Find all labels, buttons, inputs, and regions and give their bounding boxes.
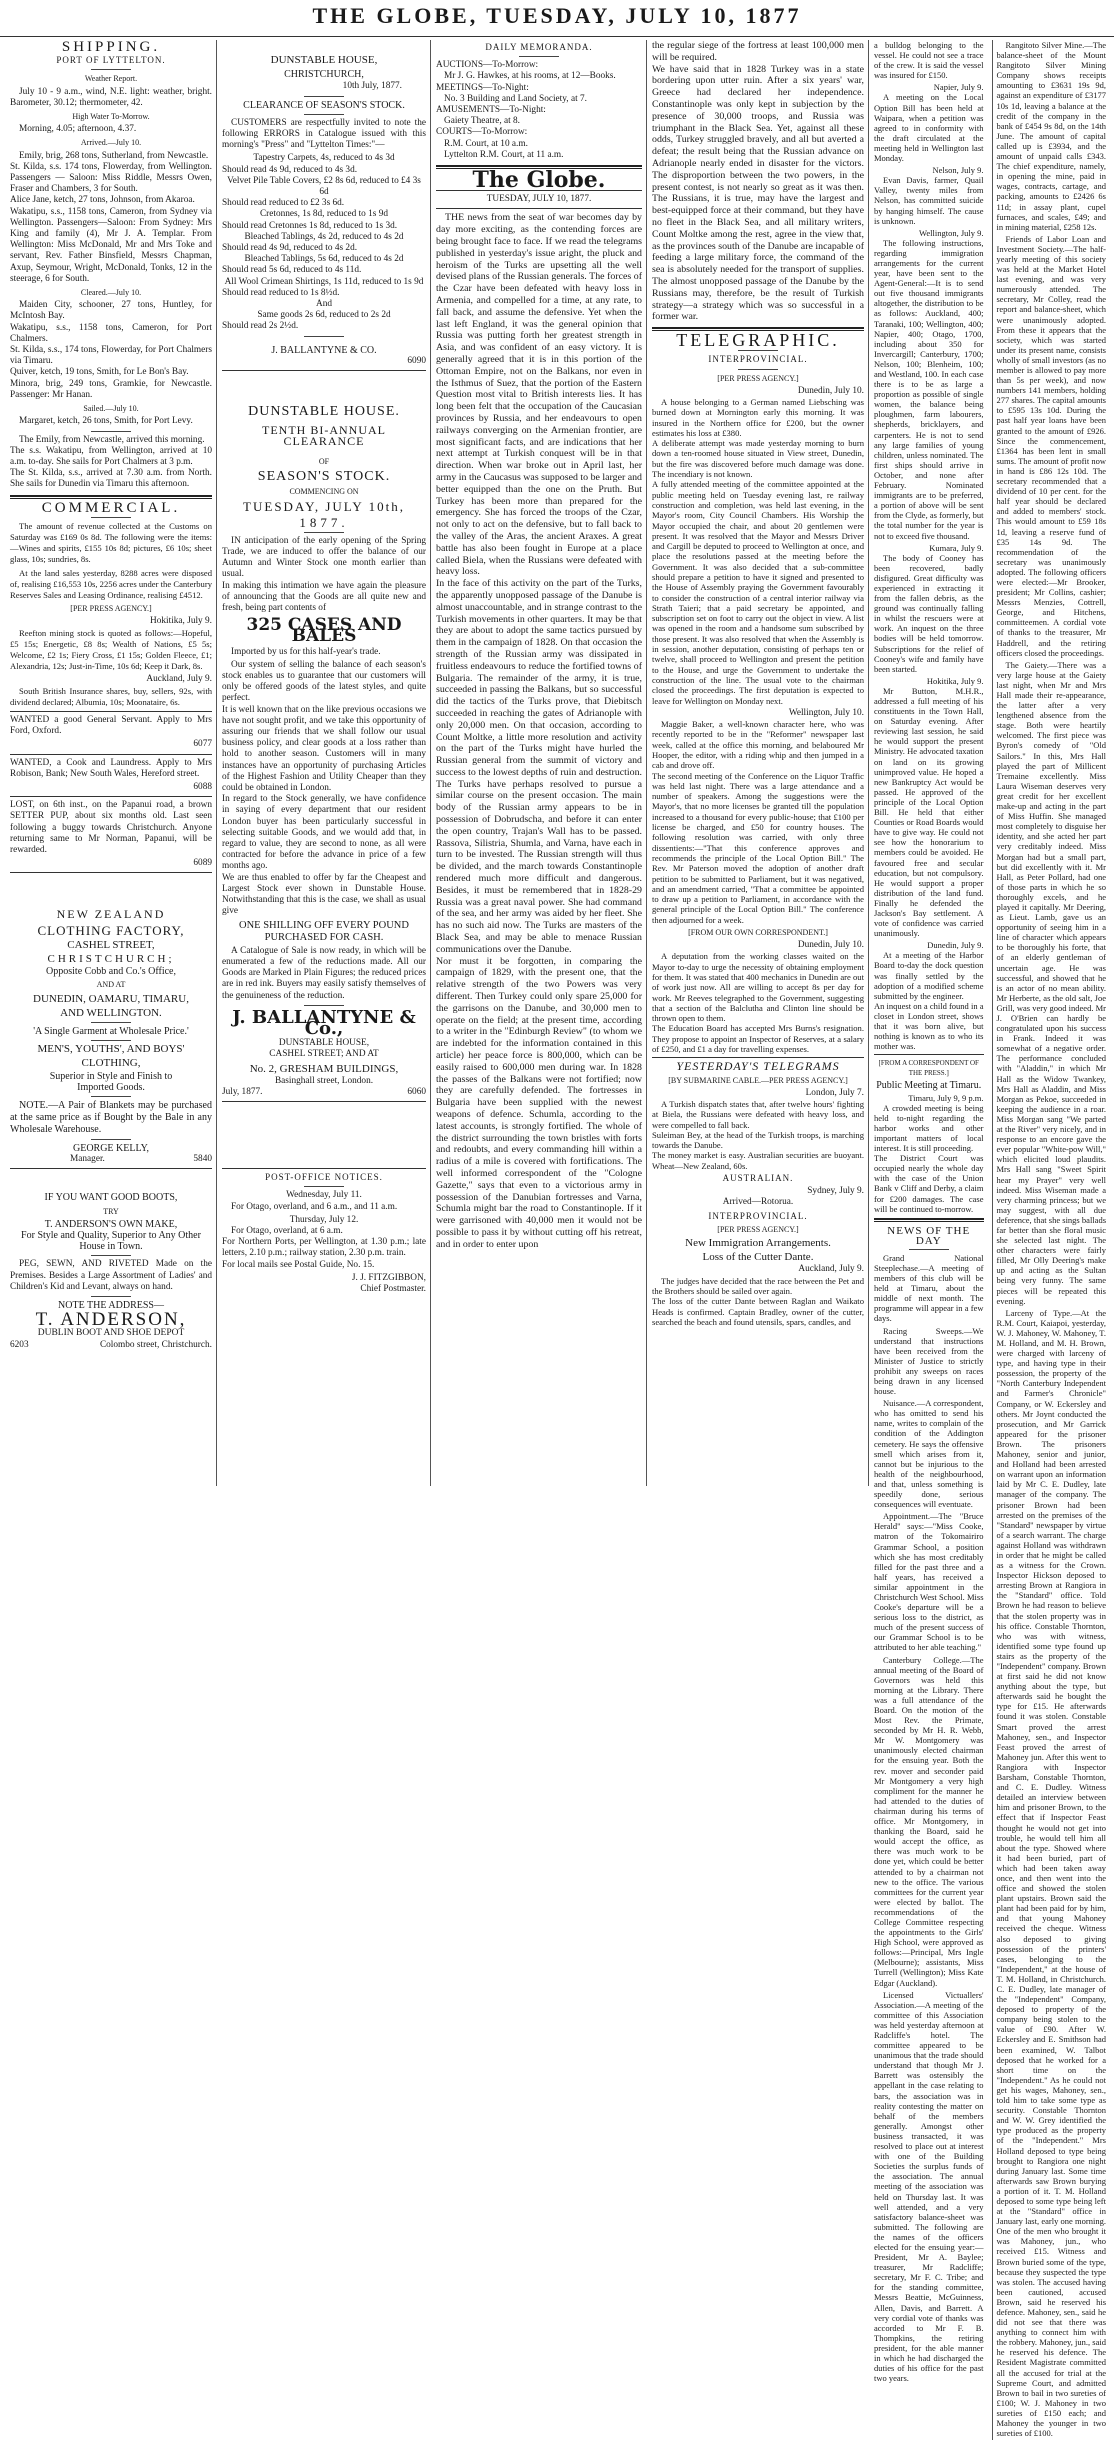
column-rule	[868, 40, 869, 1486]
correspondent-label: [FROM A CORRESPONDENT OF THE PRESS.]	[878, 1059, 979, 1078]
boots-ad-footer	[10, 1340, 212, 1351]
telegram-text: Maggie Baker, a well-known character here, who was recently reported to be in the "Reformer" newspaper last week, called at the office this morning, and belaboured Mr Hooper, the editor, with a riding whip and then jumped in a cab and drove off. The second meeting of the Conference on the Liquor Traffic was held last night. There was a large attendance and a number of speakers. Among the suggestions were the Mayor's, that no more licenses be granted till the population increased to a thousand for every public-house; that £100 per license be charged, and £50 for country houses. The following resolution was carried, with only three dissentients:—"That this conference approves and recommends the principle of the Local Option Bill." The Rev. Mr Paterson moved the adoption of another draft petition to be submitted to Parliament, but it was negatived, and an amendment carried, "That a committee be appointed to draw up a petition to Parliament, in accordance with the general principle of the Local Option Bill." The conference then adjourned for a week.	[652, 719, 864, 925]
divider	[10, 711, 212, 712]
divider	[91, 1040, 131, 1041]
dateline: London, July 7.	[805, 1087, 864, 1098]
telegraphic-heading: TELEGRAPHIC.	[676, 330, 840, 351]
divider	[91, 517, 131, 518]
ballantyne-big: J. BALLANTYNE & Co.,	[232, 1006, 416, 1040]
sailed-text: Margaret, ketch, 26 tons, Smith, for Port Levy.	[19, 416, 193, 427]
cable-label: [BY SUBMARINE CABLE.—PER PRESS AGENCY.]	[668, 1075, 848, 1085]
shilling-off: ONE SHILLING OFF EVERY POUND PURCHASED FOR CASH.	[239, 920, 409, 943]
memo-courts: COURTS—To-Morrow:	[436, 127, 528, 138]
dateline: Hokitika, July 9.	[926, 675, 984, 686]
dateline: Napier, July 9.	[933, 82, 984, 93]
press-agency-label: [PER PRESS AGENCY.]	[717, 373, 799, 383]
news-item: Rangitoto Silver Mine.—The balance-sheet of the Mount Rangitoto Silver Mining Company shows receipts amounting to £3631 19s 9d, against an expenditure of £3177 10s 1d, leaving a balance at the credit of the company in the bank of £454 9s 8d, on the 14th June. The amount of capital called up is £3934, and the amount of unpaid calls £343. The chief expenditure, namely, in opening the mine, paid in wages, contracts, cartage, and packing, amounts to £2426 6s 11d; in assay plant, cupel furnaces, and scales, £49; and in mining material, £258 12s.	[996, 40, 1106, 232]
press-agency-label: [PER PRESS AGENCY.]	[717, 1224, 799, 1234]
of-label: OF	[318, 456, 330, 466]
dateline: Kumara, July 9.	[929, 542, 984, 553]
clothing-ad-factory: CLOTHING FACTORY,	[37, 922, 185, 938]
dateline: Sydney, July 9.	[807, 1186, 864, 1197]
post-date: Thursday, July 12.	[289, 1214, 359, 1225]
divider	[91, 431, 131, 432]
memo-amusements: AMUSEMENTS—To-Night:	[436, 105, 546, 116]
masthead	[0, 0, 1114, 37]
error-correction: Should read 4s 9d, reduced to 4s 3d.	[222, 164, 358, 175]
post-text: For Otago, overland, and 6 a.m., and 11 a.m.	[231, 1201, 398, 1212]
customers-notice: CUSTOMERS are respectfully invited to note the following ERRORS in Catalogue issued with this morning's "Press" and "Lyttelton Times:"—	[222, 117, 426, 151]
divider	[738, 369, 778, 370]
dateline: Auckland, July 9.	[798, 1264, 864, 1275]
error-item: All Wool Crimean Shirtings, 1s 11d, reduced to 1s 9d	[224, 276, 424, 287]
news-item: Appointment.—The "Bruce Herald" says:—"Miss Cooke, matron of the Tokomairiro Grammar School, a position which she has most creditably filled for the past three and a half years, has received a similar appointment in the Christchurch West School. Miss Cooke's departure will be a serious loss to the district, as much of the present success of our Grammar School is to be attributed to her able teaching."	[874, 1511, 984, 1653]
divider	[304, 114, 344, 115]
telegram-text: A Turkish dispatch states that, after twelve hours' fighting at Biela, the Russians were defeated with heavy loss, and were compelled to fall back. Suleiman Bey, at the head of the Turkish troops, is marching towards the Danube. The money market is easy. Australian securities are buoyant. Wheat—New Zealand, 60s.	[652, 1098, 864, 1171]
leader-article: THE news from the seat of war becomes day by day more exciting, as the contending forces are being brought face to face. If we read the telegrams published in yesterday's issue aright, the pluck and heroism of the Turks are upsetting all the well devised plans of the Russian generals. The forces of the Czar have been defeated with heavy loss in Armenia, and compelled for a time, at any rate, to fall back, and assume the defensive. Yet when the last left England, it was the general opinion that Russia was putting forth her greatest strength in Asia, and was confident of an easy victory. It is generally agreed that it is in this portion of the Ottoman Empire, not on the Balkans, nor even in the Isthmus of Suez, that the portion of the Eastern Question most vital to British interests lies. It has long been felt that the occupation of the Caucasian provinces by Russia, and her endeavours to open railways converging on the Armenian frontier, are most significant facts, and are indications that her next attempt at Turkish conquest will be in that direction. When war broke out in April last, her army in the Caucasus was supposed to be larger and better equipped than the one on the Pruth. But Turkey has been more than prepared for the emergency. She has forced the troops of the Czar, not only to act on the defensive, but to fall back to the valley of the Aras, the ancient Araxes. A great battle has also been fought in Europe at a place called Biela, when the Russians were defeated with heavy loss. In the face of this activity on the part of the Turks, the apparently unopposed passage of the Danube is almost unaccountable, and in strange contrast to the Turkish movements in other quarters. It may be that they are about to adopt the same tactics pursued by them in the campaign of 1828. On that occasion the strength of the Russian army was dissipated in fruitless endeavours to reduce the fortified towns of Bulgaria. The remainder of the army, it is true, succeeded in passing the Balkans, but so successful did the tactics of the Turks prove, that Diebitsch succeeded in reaching the gates of Adrianople with only 20,000 men. On that occasion, according to Count Moltke, a little more resolution and activity on the part of the Turks might have hurled the Russian general from the summit of victory and success to the lowest depths of ruin and destruction. The Turks have perhaps resolved to pursue a similar course on the present occasion. The main body of the Russian army appears to be in possession of Dobrudscha, and before it can enter the open country, Trajan's Wall has to be passed. Rassova, Silistria, Shumla, and Varna, have each in turn to be invested. The Russian strength will thus be divided, and the march towards Constantinople rendered much more difficult and dangerous. Besides, it must be remembered that in 1828-29 Russia was a great naval power. She had command of the sea, and her army was aided by her fleet. She has no such aid now. The Turks are masters of the Black Sea, and may be able to menace Russian communications over the Danube. Nor must it be forgotten, in comparing the campaign of 1829, with the present one, that the relative strength of the two Powers was very different. Then Turkey could only spare 25,000 for the garrisons on the Danube, and 30,000 men to operate on the field; at the present time, according to a writer in the "Edinburgh Review" (to whom we are indebted for the information contained in this article) her peace force is 800,000, which can be easily raised to 600,000 men during war. In 1828 the passes of the Balkans were not fortified; now they are carefully defended. The fortresses in Bulgaria have been supplied with the newest weapons of defence. Schumla, according to the latest accounts, is strongly fortified. The whole of the district surrounding the town bristles with forts and redoubts, and every commanding hill within a radius of a mile is covered with fortifications. The well informed correspondent of the "Cologne Gazette," says that even to a victorious army in possession of the Danubian fortresses and Varna, Schumla might bar the road to Constantinople. If it were garrisoned with 40,000 men it would not be possible to pass it by without cutting off his retreat, and in order to enter upon	[436, 212, 642, 1250]
clearance-heading: CLEARANCE OF SEASON'S STOCK.	[243, 99, 405, 111]
telegram-text: A meeting on the Local Option Bill has been held at Waipara, when a petition was agreed to in conformity with the draft circulated at the meeting held in Wellington last Monday.	[874, 92, 984, 164]
error-item: Tapestry Carpets, 4s, reduced to 4s 3d	[253, 153, 395, 164]
dateline: Nelson, July 9.	[932, 165, 984, 176]
telegram-text: At a meeting of the Harbor Board to-day the dock question was finally settled by the adoption of a modified scheme submitted by the engineer. An inquest on a child found in a closet in London street, shows that it was born alive, but nothing is known as to who its mother was.	[874, 950, 984, 1052]
divider	[304, 1186, 344, 1187]
globe-date: TUESDAY, JULY 10, 1877.	[486, 194, 592, 205]
spacer	[222, 40, 426, 52]
divider	[519, 56, 559, 57]
divider	[91, 69, 131, 70]
error-correction: Should read Cretonnes 1s 8d, reduced to 1s 3d.	[222, 220, 398, 231]
divider	[304, 1005, 344, 1006]
jb-cashel: CASHEL STREET; AND AT	[269, 1049, 379, 1060]
divider	[304, 336, 344, 337]
ad-number: 5840	[193, 1154, 212, 1165]
telegram-text: The body of Cooney has been recovered, badly disfigured. Great difficulty was experienced in extracting it from the fallen debris, as the ground was continually falling in whilst the rescuers were at work. An inquest on the three bodies will be held tomorrow. Subscriptions for the relief of Cooney's wife and family have been started.	[874, 552, 984, 674]
telegram-text: a bulldog belonging to the vessel. He could not see a trace of the crew. It is said the vessel was insured for £150.	[874, 40, 984, 81]
column-5a	[874, 40, 984, 2440]
clothing-ad-street: CASHEL STREET,	[67, 938, 155, 951]
error-item: Cretonnes, 1s 8d, reduced to 1s 9d	[259, 209, 389, 220]
divider	[91, 1139, 131, 1140]
cleared-heading: Cleared.—July 10.	[80, 288, 142, 298]
cases-and-bales: 325 CASES AND BALES	[246, 615, 402, 647]
divider	[10, 796, 212, 797]
memo-item: Lyttelton R.M. Court, at 11 a.m.	[444, 149, 564, 160]
mining-text: Reefton mining stock is quoted as follows:—Hopeful, £5 15s; Energetic, £8 8s; Wealth of Nations, £5 5s; Welcome, £2 1s; Fiery Cross, £1 15s; Golden Fleece, £1; Alexandria, 12s; Just-in-Time, 10s 6d; Keep it Dark, 8s.	[10, 627, 212, 672]
telegram-text: The following instructions, regarding immigration arrangements for the current year, have been sent to the Agent-General:—It is to send out five thousand immigrants altogether, the distribution to be as follows: Auckland, 400; Taranaki, 100; Wellington, 400; Napier, 400; Otago, 1700, including about 350 for Invercargill; Canterbury, 1700; Nelson, 100; Blenheim, 100; and Westland, 100. In each case there is to be as large a proportion as possible of single women, the balance being ploughmen, farm labourers, shepherds, bricklayers, and carpenters. He is not to send any large families of young children, unless nominated. The first ships should arrive in October, and none after February. Nominated immigrants are to be preferred, a portion of above will be sent from the Clyde, as formerly, but the total number for the year is not to exceed five thousand.	[874, 237, 984, 541]
news-item: The Gaiety.—There was a very large house at the Gaiety last night, when Mr and Mrs Hall made their re-appearance, the latter after a very lengthened absence from the stage. Both were heartily welcomed. The first piece was Byron's comedy of "Old Sailors." In this, Mrs Hall played the part of Millicent Tremaine excellently. Miss Laura Wiseman deserves very great credit for her excellent make-up and acting in the part of Miss Huffin. She managed most completely to disguise her identity, and she acted her part very creditably indeed. Miss Morgan had but a small part, but did excellently with it. Mr Hall, as Peter Pollard, had one of those parts in which he so thoroughly excels, and he played it capitally. Mr Deering, as Lieut. Lamb, gave us an opportunity of seeing him in a line of character which appears to be thoroughly his forte, that of an elderly gentleman of uncertain age. He was successful, and showed that he is an actor of no mean ability. Mr Herberte, as the old salt, Joe Grill, was very good indeed. Mr J. O'Brien can hardly be congratulated upon his success in Frank. Indeed it was somewhat of a negative order. The performance concluded with "Aladdin," in which Mr Hall as the Widow Twankey, Mrs Hall as Aladdin, and Miss Morgan as Pekoe, succeeded in keeping the audience in a roar. Miss Morgan sang "We parted at the River" very nicely, and in response to an encore gave the ever popular "White-pow Will," which elicited loud plaudits. Mrs Hall sang "Sweet Spirit hear my Prayer" very well indeed. Miss Wiseman made a very charming princess; but we may suggest, with all due deference, that she sings ballads far better than she floral music she selected last night. The other characters were fairly filled, Mr Olly Deering's make up and acting as the Sultan being very funny. The same pieces will be repeated this evening.	[996, 659, 1106, 1306]
ad-number: 6203	[10, 1339, 29, 1350]
news-item: Larceny of Type.—At the R.M. Court, Kaiapoi, yesterday, W. J. Mahoney, W. Mahoney, T. M. Holland, and M. H. Brown, were charged with larceny of type, and having type in their possession, the property of the "North Canterbury Independent and Farmer's Chronicle" Company, or W. Eckersley and others. Mr Joynt conducted the prosecution, and Mr Garrick appeared for the prisoner Brown. The prisoners Mahoney, senior and junior, and Holland had been arrested on warrant upon an information laid by Mr C. E. Dudley, late manager of the company. The prisoner Brown had been arrested on the premises of the "Standard" newspaper by virtue of a search warrant. The charge against Holland was withdrawn in order that he might be called as a witness for the Crown. Inspector Hickson deposed to arresting Brown at Rangiora in the "Standard" office. Told Brown he had reason to believe that the stolen property was in his office. Constable Thornton, who was with witness, identified some type found up stairs as the property of the "Independent" company. Brown at first said he did not know anything about the type, but afterwards said he bought the type for £15. He afterwards found it was stolen. Constable Smart proved the arrest Mahoney, sen., and Inspector Feast proved the arrest of Mahoney jun. After this went to Rangiora with Inspector Barsham, Constable Thornton, and C. E. Dudley. Witness detailed an interview between him and prisoner Brown, to the effect that if Inspector Feast thought he would not get into trouble, he would tell him all about the type. Showed where it had been buried, part of which had been taken away once, and then went into the office and showed the stolen plant upstairs. Brown said the plant had been paid for by him, and that young Mahoney received the cheque. Witness also deposed to giving possession of the printers' cases, belonging to the "Independent," at the house of T. M. Holland, in Christchurch. C. E. Dudley, late manager of the "Independent" Company, deposed to property of the company being stolen to the value of £90. After W. Eckersley and E. Smithson had been examined, W. Talbot deposed that he worked for a short time on the "Independent." As he could not get his wages, Mahoney, sen., told him to take some type as security. Constable Thornton and W. W. Grey identified the type produced as the property of the "Independent." Mrs Holland deposed to type being brought to Rangiora one night during January last. Some time afterwards saw Brown burying a portion of it. T. M. Holland deposed to some type being left at the "Standard" office in January last, early one morning. One of the men who brought it was Mahoney, jun., who received £15. Witness and Brown buried some of the type, because they suspected the type was stolen. The accused having been cautioned, accused Brown, said he reserved his defence. Mahoney, sen., said he did not see that there was anything to connect him with the robbery. Mahoney, jun., said he reserved his defence. The Resident Magistrate committed all the accused for trial at the Supreme Court, and admitted Brown to bail in two sureties of £100; W. J. Mahoney in two sureties of £150 each; and Mahoney the younger in two sureties of £100.	[996, 1307, 1106, 2439]
column-4	[652, 40, 864, 1486]
ad-servant: WANTED a good General Servant. Apply to Mrs Ford, Oxford.	[10, 714, 212, 737]
divider	[10, 1168, 212, 1169]
boots-ad-anderson: T. ANDERSON'S OWN MAKE,	[44, 1218, 178, 1230]
commercial-heading: COMMERCIAL.	[41, 499, 181, 516]
clothing-ad-andat: AND AT	[96, 980, 126, 990]
memo-auctions: AUCTIONS—To-Morrow:	[436, 60, 539, 71]
weather-heading: Weather Report.	[84, 74, 138, 84]
column-1	[10, 40, 212, 1486]
column-5-split	[874, 40, 1106, 2440]
dateline: Hokitika, July 9.	[150, 616, 212, 627]
jb-gresham: No. 2, GRESHAM BUILDINGS,	[249, 1062, 399, 1075]
telegram-text: A crowded meeting is being held to-night regarding the harbor works and other important matters of local interest. It is still proceeding. The District Court was occupied nearly the whole day with the case of the Union Bank v Cliff and Derby, a claim for £200 damages. The case will be continued to-morrow.	[874, 1102, 984, 1214]
error-correction: Should read reduced to 1s 8½d.	[222, 287, 340, 298]
clothing-ad-city: CHRISTCHURCH;	[47, 953, 175, 966]
column-rule	[430, 40, 431, 1486]
divider	[222, 370, 426, 371]
jb-basinghall: Basinghall street, London.	[274, 1075, 374, 1086]
boots-ad-depot: DUBLIN BOOT AND SHOE DEPOT	[37, 1328, 185, 1339]
telegram-text: Evan Davis, farmer, Quail Valley, twenty miles from Nelson, has committed suicide by hanging himself. The cause is unknown.	[874, 175, 984, 226]
ad-number: 6060	[407, 1087, 426, 1098]
immigration-heading: New Immigration Arrangements.	[685, 1237, 831, 1250]
divider	[10, 872, 212, 873]
cleared-text: Maiden City, schooner, 27 tons, Huntley, for McIntosh Bay. Wakatipu, s.s., 1158 tons, Cameron, for Port Chalmers. St. Kilda, s.s., 174 tons, Flowerday, for Port Chalmers via Timaru. Quiver, ketch, 19 tons, Smith, for Le Bon's Bay. Minora, brig, 249 tons, Gramkie, for Newcastle. Passenger: Mr Hanan.	[10, 300, 212, 400]
news-item: Nuisance.—A correspondent, who has omitted to send his name, writes to complain of the condition of the Addington cemetery. He says the offensive smell which arises from it, cannot but be injurious to the health of the neighbourhood, and that, unless something is speedily done, serious consequences will eventuate.	[874, 1398, 984, 1510]
timaru-heading: Public Meeting at Timaru.	[876, 1080, 982, 1092]
sailed-heading: Sailed.—July 10.	[83, 404, 139, 414]
jb-dunstable: DUNSTABLE HOUSE,	[278, 1038, 370, 1049]
memo-item: Gaiety Theatre, at 8.	[444, 116, 520, 127]
divider	[10, 754, 212, 755]
memo-item: Mr J. G. Hawkes, at his rooms, at 12—Books.	[444, 71, 616, 82]
memoranda-heading: DAILY MEMORANDA.	[485, 42, 593, 52]
postmaster-title: Chief Postmaster.	[360, 1284, 426, 1295]
dateline: Timaru, July 9, 9 p.m.	[908, 1092, 984, 1103]
news-item: Canterbury College.—The annual meeting of the Board of Governors was held this morning at the Library. There was a full attendance of the Board. On the motion of the Most Rev. the Primate, seconded by Mr H. R. Webb, Mr W. Montgomery was unanimously elected chairman for the ensuing year. Both the rev. mover and seconder paid Mr Montgomery a very high compliment for the manner he had attended to the duties of chairman during his terms of office. Mr Montgomery, in thanking the Board, said he would accept the office, as there was much work to be done yet, which could be better attended to by a chairman not new to the office. The various committees for the current year were elected by ballot. The recommendations of the College Committee respecting the appointments to the Girls' High School, were approved as follows:—Principal, Mrs Ingle (Melbourne); assistants, Miss Turrell (Wellington); Miss Kate Edgar (Auckland).	[874, 1654, 984, 1988]
boots-ad-anderson-big: T. ANDERSON,	[35, 1309, 187, 1331]
error-item: Same goods 2s 6d, reduced to 2s 2d	[257, 310, 391, 321]
clothing-ad-mens: MEN'S, YOUTHS', AND BOYS'	[37, 1043, 185, 1056]
divider	[91, 1255, 131, 1256]
clothing-ad-clothing: CLOTHING,	[81, 1057, 141, 1070]
divider	[738, 350, 778, 351]
dante-heading: Loss of the Cutter Dante.	[702, 1251, 814, 1264]
interprovincial-heading: INTERPROVINCIAL.	[708, 354, 808, 365]
boots-ad-quality: For Style and Quality, Superior to Any Other House in Town.	[21, 1230, 201, 1253]
telegram-text: The judges have decided that the race between the Pet and the Brothers should be sailed over again. The loss of the cutter Dante between Raglan and Waikato Heads is confirmed. Captain Bradley, owner of the cutter, searched the beach and found utensils, spars, candles, and	[652, 1275, 864, 1327]
catalogue-text: A Catalogue of Sale is now ready, in which will be enumerated a few of the reductions made. All our Goods are Marked in Plain Figures; the reduced prices are in red ink. Buyers may easily satisfy themselves of the genuineness of the reduction.	[222, 945, 426, 1001]
manager-label: Manager.	[70, 1154, 105, 1165]
clothing-ad-slogan: 'A Single Garment at Wholesale Price.'	[33, 1026, 189, 1038]
interprovincial-heading: INTERPROVINCIAL.	[708, 1210, 808, 1221]
jb-footer	[222, 1087, 426, 1098]
commencing-label: COMMENCING ON	[289, 487, 359, 497]
dateline: Wellington, July 9.	[919, 227, 984, 238]
tuesday-date: TUESDAY, JULY 10th,	[243, 499, 405, 515]
memo-item: R.M. Court, at 10 a.m.	[444, 138, 528, 149]
clothing-ad-cities: DUNEDIN, OAMARU, TIMARU,	[33, 992, 189, 1005]
arrived-heading: Arrived.—July 10.	[80, 138, 142, 148]
jb-date: July, 1877.	[222, 1087, 263, 1098]
divider	[91, 1096, 131, 1097]
own-correspondent-label: [FROM OUR OWN CORRESPONDENT.]	[688, 927, 828, 937]
news-item: Friends of Labor Loan and Investment Society.—The half-yearly meeting of this society was held at the Market Hotel last evening, and was very numerously attended. The secretary, Mr Colley, read the report and balance-sheet, which were unanimously adopted. From these it appears that the society, which was started under its present name, consists wholly of small investors (as no member is allowed to pay more than 5s per week), and now numbers 141 members, holding 277 shares. The capital amounts to £595 13s 10d. During the past half year loans have been granted to the amount of £926. Since the commencement, £1364 has been lent in small sums. The amount of profit now in hand is £86 12s 10d. The secretary recommended that a dividend of 10 per cent. for the half year should be declared and added to members' stock. This would amount to £59 18s 1d, leaving a reserve fund of £35 14s 9d. The recommendation of the secretary was unanimously adopted. The following officers were elected:—Mr Brooker, president; Mr Collins, cashier; Messrs Menzies, Cottrell, George, and Hitchens, committeemen. A cordial vote of thanks to the treasurer, Mr Haddrell, and the retiring officers closed the proceedings.	[996, 233, 1106, 658]
postmaster-name: J. J. FITZGIBBON,	[351, 1272, 426, 1283]
error-correction: Should read 5s 6d, reduced to 4s 11d.	[222, 265, 362, 276]
year-label: 1877.	[299, 514, 349, 530]
boots-ad-pegged: PEG, SEWN, AND RIVETED Made on the Premises. Besides a Large Assortment of Ladies' and Children's Kid and Levant, always on hand.	[10, 1259, 212, 1292]
press-agency-label: [PER PRESS AGENCY.]	[70, 604, 152, 614]
error-correction: Should read reduced to £2 3s 6d.	[222, 198, 345, 209]
clothing-ad-note: NOTE.—A Pair of Blankets may be purchased at the same price as if Bought by the Bale in any Wholesale Warehouse.	[10, 1100, 212, 1136]
post-office-heading: POST-OFFICE NOTICES.	[265, 1172, 383, 1183]
news-item: Racing Sweeps.—We understand that instructions have been received from the Minister of Justice to strictly prohibit any sweeps on races being drawn in any licensed house.	[874, 1325, 984, 1397]
news-item: Licensed Victuallers' Association.—A meeting of the committee of this Association was held yesterday afternoon at Radcliffe's hotel. The committee appeared to be unanimous that the trade should understand that though Mr J. Barrett was ostensibly the appellant in the case relating to bars, the association was in reality contesting the matter on behalf of the members generally. Amongst other business transacted, it was resolved to place out at interest with one of the Building Societies the surplus funds of the association. The annual meeting of the association was held on Thursday last. It was well attended, and a very satisfactory balance-sheet was submitted. The following are the names of the officers elected for the ensuing year:—President, Mr A. Baylee; treasurer, Mr Radcliffe; secretary, Mr F. C. Tribe; and for the standing committee, Messrs Beattie, McGuinness, Allen, Davis, and Barrett. A very cordial vote of thanks was accorded to Mr F. B. Thompkins, the retiring president, for the able manner in which he had discharged the duties of his office for the past two years.	[874, 1989, 984, 2384]
system-text: Our system of selling the balance of each season's stock enables us to guarantee that our customers will only be offered goods of the latest styles, and quite perfect. It is well known that on the like previous occasions we have not sought profit, and we take this opportunity of assuring our friends that we shall follow our usual business policy, and clear goods at a loss rather than hold to another season. Customers will in many instances have an opportunity of purchasing Articles of the Highest Fashion and Utility Cheaper than they could be obtained in London. In regard to the Stock generally, we have confidence in saying of every department that our resident London buyer has been particularly successful in selecting suitable Goods, and we would add that, in regard to value, they are second to none, as all were contracted for before the advance in price of a few months ago. We are thus enabled to offer by far the Cheapest and Largest Stock ever shown in Dunstable House. Notwithstanding that this is the case, we shall as usual give	[222, 659, 426, 917]
the-globe-title: The Globe.	[472, 167, 606, 194]
dateline: Dunedin, July 10.	[797, 385, 864, 396]
error-correction: Should read 2s 2½d.	[222, 321, 299, 332]
clothing-ad-superior: Superior in Style and Finish to	[49, 1070, 173, 1082]
boots-ad-street: Colombo street, Christchurch.	[99, 1339, 212, 1350]
section-rule	[874, 1218, 984, 1222]
shipping-notes: The Emily, from Newcastle, arrived this morning. The s.s. Wakatipu, from Wellington, arrived at 10 a.m. to-day. She sails for Port Chalmers at 3 p.m. The St. Kilda, s.s., arrived at 7.30 a.m. from North. She sails for Dunedin via Timaru this afternoon.	[10, 434, 212, 490]
ad-lost: LOST, on 6th inst., on the Papanui road, a brown SETTER PUP, about six months old. Last seen following a buggy towards Christchurch. Anyone returning same to Mr Norman, Papanui, will be rewarded.	[10, 800, 212, 855]
ballantyne-sig: J. BALLANTYNE & CO.	[271, 344, 377, 356]
post-text: For Otago, overland, at 6 a.m. For Northern Ports, per Wellington, at 1.30 p.m.; late letters, 2.10 p.m.; railway station, 2.30 p.m. train. For local mails see Postal Guide, No. 15.	[222, 1226, 426, 1270]
yesterdays-telegrams-heading: YESTERDAY'S TELEGRAMS	[676, 1059, 840, 1074]
spacer	[222, 1105, 426, 1165]
masthead-title: THE GLOBE, TUESDAY, JULY 10, 1877	[312, 3, 802, 28]
column-3	[436, 40, 642, 1486]
spacer	[222, 374, 426, 402]
divider	[222, 1101, 426, 1102]
divider	[91, 1022, 131, 1023]
divider	[222, 1168, 426, 1169]
ad-number: 6089	[193, 858, 212, 869]
dunstable-city: CHRISTCHURCH,	[284, 69, 364, 81]
telegram-text: A house belonging to a German named Liebsching was burned down at Mornington early this morning. It was insured in the Northern office for £200, but the owner estimates his loss at £380. A deliberate attempt was made yesterday morning to burn down a ten-roomed house situated in View street, Dunedin, but the fire was discovered before much damage was done. The incendiary is not known. A fully attended meeting of the committee appointed at the public meeting held on Tuesday evening last, re railway construction and completion, was held last evening, in the Mayor's room, City Council Chambers. His Worship the Mayor occupied the chair, and about 20 gentlemen were present. It was resolved that the Mayor and Messrs Driver and Cargill be deputed to proceed to Wellington at once, and place the resolutions passed at the meeting before the Government. It was also decided that a sub-committee should prepare a petition to have it signed and presented to the House of Assembly praying the Government favourably to consider the construction of a central interior railway via Strath Taieri; that a paid secretary be appointed, and subscription set on foot to carry out the object in view. A list was opened in the room and a handsome sum subscribed by those present. It was also resolved that when the Assembly is in session, another deputation, consisting of perhaps ten or twelve, shall proceed to Wellington and present the petition to the House, and urge the Government to undertake the construction of the line. The usual vote to the chairman closed the proceedings. The first deputation is expected to leave for Wellington on Monday next.	[652, 396, 864, 706]
imported-text: Imported by us for this half-year's trade.	[231, 646, 381, 657]
shipping-heading: SHIPPING.	[61, 39, 161, 55]
post-date: Wednesday, July 11.	[286, 1190, 362, 1201]
ad-number: 6090	[407, 355, 426, 366]
divider	[436, 208, 642, 209]
highwater-text: Morning, 4.05; afternoon, 4.37.	[19, 124, 137, 135]
dateline: Auckland, July 9.	[146, 674, 212, 685]
dunstable-house-heading: DUNSTABLE HOUSE.	[248, 404, 400, 420]
error-correction: Should read 4s 9d, reduced to 4s 2d.	[222, 243, 358, 254]
dateline: Wellington, July 10.	[788, 707, 864, 718]
ad-number: 6088	[193, 781, 212, 792]
dateline: Dunedin, July 10.	[797, 940, 864, 951]
dateline: Dunedin, July 9.	[927, 940, 984, 951]
tenth-clearance: TENTH BI-ANNUAL CLEARANCE	[262, 423, 386, 449]
clothing-ad-name: GEORGE KELLY,	[72, 1143, 150, 1155]
divider	[91, 1296, 131, 1297]
divider	[652, 1057, 864, 1058]
dunstable-heading: DUNSTABLE HOUSE,	[270, 54, 378, 66]
clothing-ad-title: NEW ZEALAND	[56, 907, 166, 922]
telegram-text: A deputation from the working classes waited on the Mayor to-day to urge the necessity of obtaining employment for them. It was stated that 400 mechanics in Dunedin are out of work just now. All are willing to accept 8s per day for work. Mr Reeves telegraphed to the Government, suggesting that a section of the Balclutha and Clinton line should be thrown open to them. The Education Board has accepted Mrs Burns's resignation. They propose to appoint an Inspector of Reserves, at a salary of £250, and £1 a day for travelling expenses.	[652, 951, 864, 1055]
manager-line	[10, 1154, 212, 1165]
memo-meetings: MEETINGS—To-Night:	[436, 82, 529, 93]
divider	[304, 532, 344, 533]
customs-text: The amount of revenue collected at the Customs on Saturday was £169 0s 8d. The following were the items:—Wines and spirits, £155 10s 8d; pictures, £6 10s; sheet glass, 10s; sundries, 8s.	[10, 520, 212, 565]
dunstable-date: 10th July, 1877.	[342, 81, 402, 92]
column-rule	[216, 40, 217, 1486]
column-6	[992, 40, 1107, 2440]
boots-ad-try: TRY	[103, 1206, 119, 1216]
column-2	[222, 40, 426, 1486]
divider	[874, 1054, 984, 1055]
error-item: Bleached Tablings, 5s 6d, reduced to 4s 2d	[244, 254, 404, 265]
ad-cook: WANTED, a Cook and Laundress. Apply to Mrs Robison, Bank; New South Wales, Hereford street.	[10, 757, 212, 779]
clothing-ad-imported: Imported Goods.	[77, 1081, 145, 1093]
boots-ad-title: IF YOU WANT GOOD BOOTS,	[44, 1192, 178, 1204]
column-rule	[646, 40, 647, 1486]
leader-continued: the regular siege of the fortress at least 100,000 men will be required. We have said that in 1828 Turkey was in a state bordering upon utter ruin. After a six years' war, Greece had declared her independence. Constantinople was only kept in subjection by the presence of 30,000 troops, and Russia was triumphant in the Black Sea. Yet, against all these odds, Turkey struggled bravely, and all but averted a defeat; the result being that the Russian advance on Adrianople nearly ended in disaster for the victors. The disproportion between the two powers, in the present contest, is not nearly so great as it was then. The Russians, it is true, may have the largest and best-equipped force at their command, but they have no fleet in the Black Sea, and all military writers, Count Moltke among the rest, agree in the view that, as the provinces south of the Danube are incapable of feeding a large military force, the command of the sea is absolutely needed for the transport of supplies. The almost unopposed passage of the Danube by the Russians may, therefore, be the result of Turkish strategy—a strategy which was so successful in a former war.	[652, 40, 864, 323]
news-item: Grand National Steeplechase.—A meeting of members of this club will be held at Timaru, about the middle of next month. The programme will appear in a few days.	[874, 1252, 984, 1324]
spacer	[10, 1172, 212, 1192]
spacer	[10, 876, 212, 906]
divider	[304, 96, 344, 97]
arrived-text: Emily, brig, 268 tons, Sutherland, from Newcastle. St. Kilda, s.s. 174 tons, Flowerday, from Wellington. Passengers — Saloon: Miss Riddle, Messrs Owen, Fraser and Chambers, 3 for South. Alice Jane, ketch, 27 tons, Johnson, from Akaroa. Wakatipu, s.s., 1158 tons, Cameron, from Sydney via Wellington. Passengers—Saloon: From Sydney: Mrs King and family (4), Mr J. A. Templar. From Wellington: Miss McDonald, Mr and Mrs Toke and servant, Rev. Father Binsfield, Messrs Chapman, Axup, Seymour, Wright, McDonald, Tonks, 12 in the steerage, 6 for South.	[10, 150, 212, 284]
seasons-stock: SEASON'S STOCK.	[257, 468, 391, 484]
land-sales-text: At the land sales yesterday, 8288 acres were disposed of, realising £16,553 10s, 2256 acres under the Canterbury Reserves Sales and Leasing Ordinance, realising £4512.	[10, 567, 212, 600]
australian-heading: AUSTRALIAN.	[722, 1173, 794, 1184]
port-heading: PORT OF LYTTELTON.	[56, 55, 166, 66]
weather-report: July 10 - 9 a.m., wind, N.E. light: weather, bright. Barometer, 30.12; thermometer, 42.	[10, 86, 212, 108]
highwater-heading: High Water To-Morrow.	[72, 112, 150, 122]
column-5-body	[874, 40, 1106, 2439]
insurance-text: South British Insurance shares, buy, sellers, 92s, with dividend declared; Albumia, 10s; Moonataire, 6s.	[10, 685, 212, 707]
boots-ad-address-note: NOTE THE ADDRESS—	[58, 1300, 164, 1312]
divider	[909, 1249, 949, 1250]
error-and: And	[315, 299, 332, 310]
section-rule	[10, 495, 212, 499]
clothing-ad-wellington: AND WELLINGTON.	[60, 1006, 162, 1019]
anticipation-text: IN anticipation of the early opening of the Spring Trade, we are induced to offer the balance of our Autumn and Winter Stock one month earlier than usual. In making this intimation we have again the pleasure of announcing that the Goods are all quite new and fresh, being part contents of	[222, 535, 426, 613]
error-item: Bleached Tablings, 4s 2d, reduced to 4s 2d	[244, 231, 404, 242]
news-of-the-day-heading: NEWS OF THE DAY	[887, 1224, 971, 1247]
error-item: Velvet Pile Table Covers, £2 8s 6d, reduced to £4 3s 6d	[227, 175, 421, 198]
ad-number: 6077	[193, 739, 212, 750]
telegram-text: Mr Button, M.H.R., addressed a full meeting of his constituents in the Town Hall, on Saturday evening. After reviewing last session, he said he would support the present Ministry. He advocated taxation on land on its growing unimproved value. He hoped a new Bankruptcy Act would be passed. He approved of the principle of the Local Option Bill. He held that either Counties or Road Boards would have to give way. He could not see how the honorarium to members could be avoided. He favoured free and secular education, but not compulsory. He would support a proper distribution of the land fund. Finally he defended the Jackson's Bay settlement. A vote of confidence was carried unanimously.	[874, 685, 984, 939]
arrived-text: Arrived—Rotorua.	[722, 1197, 794, 1208]
clothing-ad-opposite: Opposite Cobb and Co.'s Office,	[46, 966, 176, 978]
memo-item: No. 3 Building and Land Society, at 7.	[444, 93, 587, 104]
